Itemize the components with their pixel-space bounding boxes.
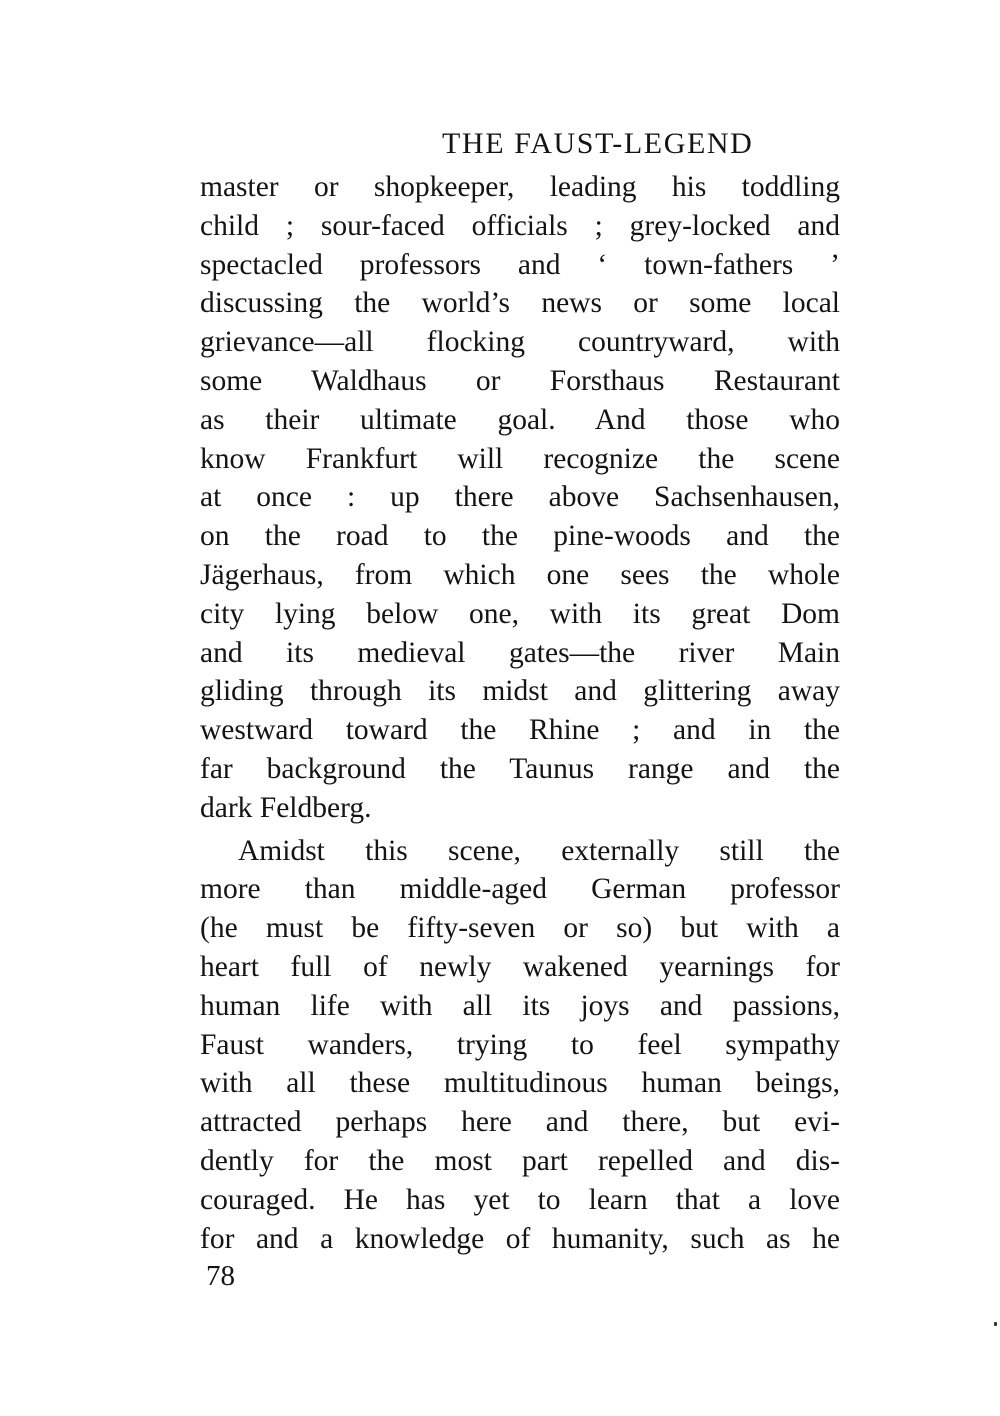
paragraph-1 [200,168,840,828]
text-line: at once : up there above Sachsenhausen, [200,481,840,514]
running-head: THE FAUST-LEGEND [442,127,754,160]
text-line: and its medieval gates—the river Main [200,636,840,669]
page-number: 78 [206,1260,235,1292]
text-line: more than middle-aged German professor [200,873,840,906]
text-line: dently for the most part repelled and dis- [200,1144,840,1177]
text-line: some Waldhaus or Forsthaus Restaurant [200,364,840,397]
text-line: Jägerhaus, from which one sees the whole [200,558,840,591]
text-line: city lying below one, with its great Dom [200,597,840,630]
text-line: couraged. He has yet to learn that a love [200,1183,840,1216]
text-line: know Frankfurt will recognize the scene [200,442,840,475]
text-line: heart full of newly wakened yearnings for [200,950,840,983]
text-line: master or shopkeeper, leading his toddling [200,171,840,203]
text-line: westward toward the Rhine ; and in the [200,714,840,747]
text-line: with all these multitudinous human beings, [200,1067,840,1100]
text-line: on the road to the pine-woods and the [200,520,840,553]
text-line: dark Feldberg. [200,791,372,824]
text-line: grievance—all flocking countryward, with [200,326,840,359]
text-line: as their ultimate goal. And those who [200,403,840,436]
text-line: spectacled professors and ‘ town-fathers ’ [200,248,840,281]
text-line: discussing the world’s news or some local [200,287,840,320]
print-speck [994,1322,997,1326]
text-line: gliding through its midst and glittering away [200,675,840,708]
paragraph-2 [200,832,840,1259]
text-line: Amidst this scene, externally still the [238,834,840,867]
text-line: human life with all its joys and passions, [200,989,840,1022]
text-line: child ; sour-faced officials ; grey-locked and [200,209,840,242]
text-line: for and a knowledge of humanity, such as he [200,1222,840,1255]
text-line: (he must be fifty-seven or so) but with a [200,912,840,945]
text-line: far background the Taunus range and the [200,752,840,785]
text-line: attracted perhaps here and there, but evi- [200,1106,840,1139]
text-line: Faust wanders, trying to feel sympathy [200,1028,840,1061]
body-text [200,168,840,1258]
